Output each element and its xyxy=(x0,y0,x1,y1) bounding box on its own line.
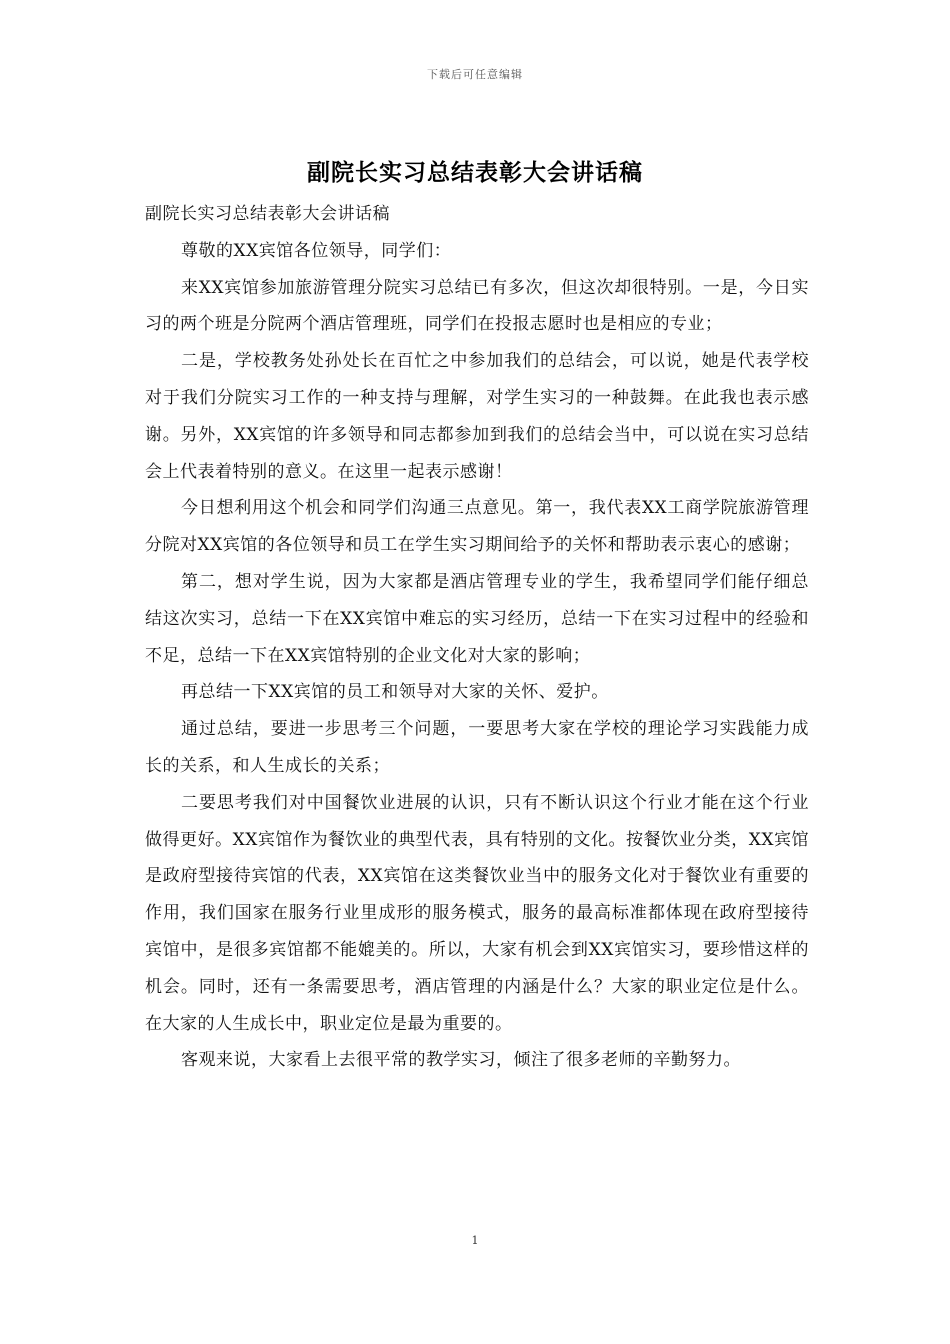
document-body xyxy=(145,196,809,1079)
document-title: 副院长实习总结表彰大会讲话稿 xyxy=(307,160,643,186)
paragraph: 二是，学校教务处孙处长在百忙之中参加我们的总结会，可以说，她是代表学校对于我们分院实习工作的一种支持与理解，对学生实习的一种鼓舞。在此我也表示感谢。另外，XX宾馆的许多领导和同志都参加到我们的总结会当中，可以说在实习总结会上代表着特别的意义。在这里一起表示感谢！ xyxy=(145,351,809,482)
paragraph: 来XX宾馆参加旅游管理分院实习总结已有多次，但这次却很特别。一是，今日实习的两个班是分院两个酒店管理班，同学们在投报志愿时也是相应的专业； xyxy=(145,277,809,335)
paragraph: 再总结一下XX宾馆的员工和领导对大家的关怀、爱护。 xyxy=(181,682,609,703)
paragraph: 今日想利用这个机会和同学们沟通三点意见。第一，我代表XX工商学院旅游管理分院对XX宾馆的各位领导和员工在学生实习期间给予的关怀和帮助表示衷心的感谢； xyxy=(145,498,809,556)
paragraph-salutation: 尊敬的XX宾馆各位领导，同学们： xyxy=(181,240,452,261)
paragraph: 第二，想对学生说，因为大家都是酒店管理专业的学生，我希望同学们能仔细总结这次实习，总结一下在XX宾馆中难忘的实习经历，总结一下在实习过程中的经验和不足，总结一下在XX宾馆特别的企业文化对大家的影响； xyxy=(145,571,809,666)
page-number: 1 xyxy=(471,1234,479,1247)
header-note: 下载后可任意编辑 xyxy=(427,68,523,81)
document-subtitle: 副院长实习总结表彰大会讲话稿 xyxy=(145,204,390,224)
paragraph: 客观来说，大家看上去很平常的教学实习，倾注了很多老师的辛勤努力。 xyxy=(181,1050,741,1071)
paragraph: 通过总结，要进一步思考三个问题，一要思考大家在学校的理论学习实践能力成长的关系，和人生成长的关系； xyxy=(145,719,809,776)
paragraph: 二要思考我们对中国餐饮业进展的认识，只有不断认识这个行业才能在这个行业做得更好。XX宾馆作为餐饮业的典型代表，具有特别的文化。按餐饮业分类，XX宾馆是政府型接待宾馆的代表，XX宾馆在这类餐饮业当中的服务文化对于餐饮业有重要的作用，我们国家在服务行业里成形的服务模式，服务的最高标准都体现在政府型接待宾馆中，是很多宾馆都不能媲美的。所以，大家有机会到XX宾馆实习，要珍惜这样的机会。同时，还有一条需要思考，酒店管理的内涵是什么？大家的职业定位是什么。在大家的人生成长中，职业定位是最为重要的。 xyxy=(145,792,809,1034)
